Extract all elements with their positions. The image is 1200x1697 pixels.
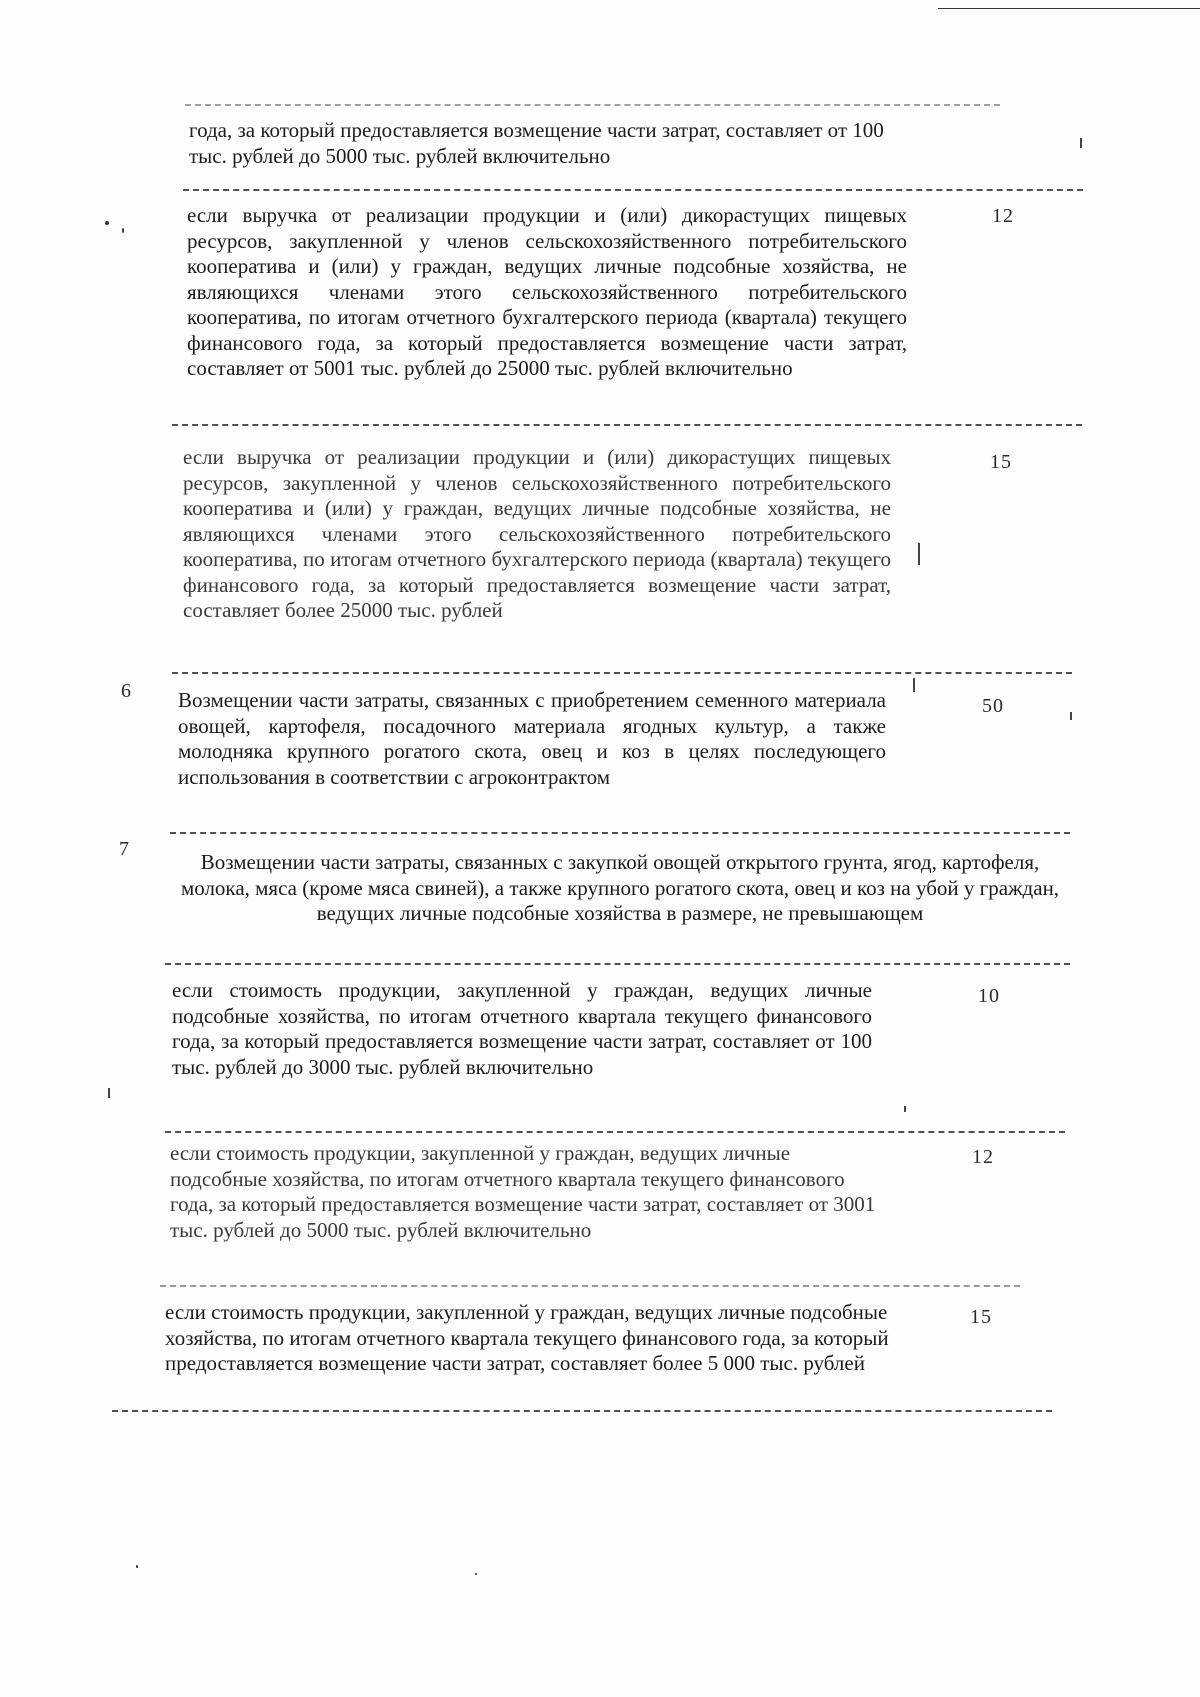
scan-speck <box>136 1565 138 1568</box>
row-separator <box>172 672 1072 674</box>
row-text: если стоимость продукции, закупленной у граждан, ведущих личные подсобные хозяйства, по итогам отчетного квартала текущего финансового года, за который предоставляется возмещение части затрат, составляет от 100 тыс. рублей до 3000 тыс. рублей включительно <box>172 978 872 1079</box>
scan-mark <box>904 1106 906 1112</box>
row-text: года, за который предоставляется возмещение части затрат, составляет от 100 тыс. рублей до 5000 тыс. рублей включительно <box>189 118 884 168</box>
row-text: если выручка от реализации продукции и (или) дикорастущих пищевых ресурсов, закупленной у членов сельскохозяйственного потребительского кооператива и (или) у граждан, ведущих личные подсобные хозяйства, не являющихся членами этого сельскохозяйственного потребительского кооператива, по итогам отчетного бухгалтерского периода (квартала) текущего финансового года, за который предоставляется возмещение части затрат, составляет от 5001 тыс. рублей до 25000 тыс. рублей включительно <box>187 203 907 380</box>
row-value: 12 <box>972 1146 994 1168</box>
row-separator <box>112 1410 1052 1412</box>
scan-mark <box>108 1088 110 1098</box>
row-separator <box>160 1285 1020 1287</box>
row-value: 15 <box>990 451 1012 473</box>
scan-speck <box>475 1573 477 1575</box>
scan-speck <box>122 228 124 233</box>
row-text: Возмещении части затраты, связанных с приобретением семенного материала овощей, картофеля, посадочного материала ягодных культур, а также молодняка крупного рогатого скота, овец и коз в целях последующего использования в соответствии с агроконтрактом <box>178 688 886 789</box>
row-separator <box>165 1131 1065 1133</box>
row-separator <box>170 832 1070 834</box>
scan-mark <box>918 543 920 565</box>
row-number: 6 <box>121 680 131 702</box>
scan-edge-line <box>938 8 1200 9</box>
scan-mark <box>1080 138 1082 148</box>
row-text: если стоимость продукции, закупленной у граждан, ведущих личные подсобные хозяйства, по итогам отчетного квартала текущего финансового года, за который предоставляется возмещение части затрат, составляет от 3001 тыс. рублей до 5000 тыс. рублей включительно <box>170 1141 876 1242</box>
row-separator <box>165 963 1070 965</box>
scan-speck <box>105 221 109 225</box>
row-value: 10 <box>978 985 1000 1007</box>
row-text: если стоимость продукции, закупленной у граждан, ведущих личные подсобные хозяйства, по итогам отчетного квартала текущего финансового года, за который предоставляется возмещение части затрат, составляет более 5 000 тыс. рублей <box>165 1300 889 1375</box>
row-number: 7 <box>119 838 129 860</box>
row-separator <box>183 189 1083 191</box>
scan-mark <box>1070 712 1072 720</box>
row-value: 15 <box>970 1306 992 1328</box>
scan-mark <box>913 678 915 692</box>
row-text: если выручка от реализации продукции и (или) дикорастущих пищевых ресурсов, закупленной у членов сельскохозяйственного потребительского кооператива и (или) у граждан, ведущих личные подсобные хозяйства, не являющихся членами этого сельскохозяйственного потребительского кооператива, по итогам отчетного бухгалтерского периода (квартала) текущего финансового года, за который предоставляется возмещение части затрат, составляет более 25000 тыс. рублей <box>183 445 891 622</box>
row-value: 12 <box>992 205 1014 227</box>
row-text: Возмещении части затраты, связанных с закупкой овощей открытого грунта, ягод, картофеля, молока, мяса (кроме мяса свиней), а также крупного рогатого скота, овец и коз на убой у граждан, ведущих личные подсобные хозяйства в размере, не превышающем <box>180 850 1060 925</box>
row-separator <box>172 424 1082 426</box>
row-separator <box>185 104 1000 106</box>
row-value: 50 <box>982 695 1004 717</box>
